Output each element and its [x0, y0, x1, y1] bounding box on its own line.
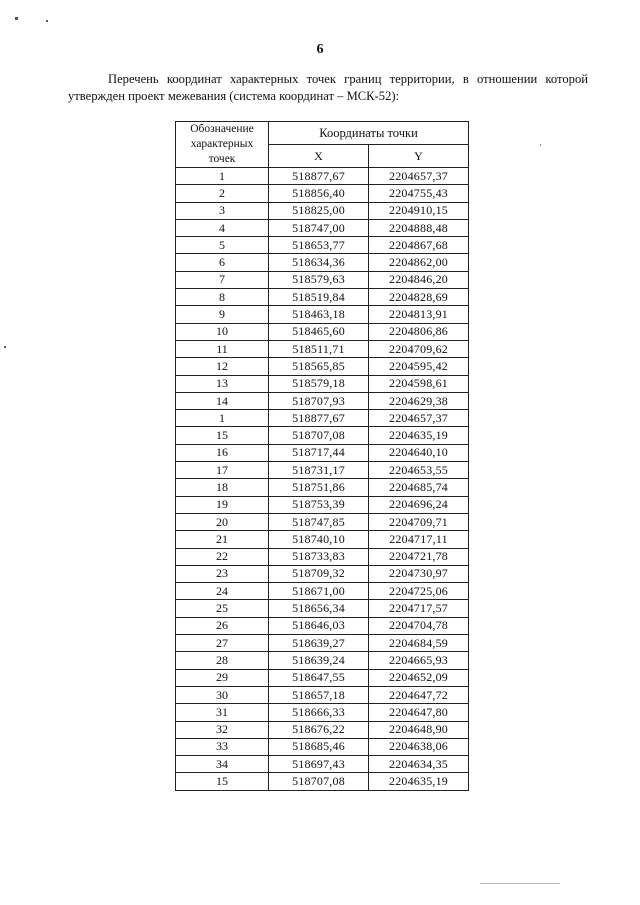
table-row [176, 686, 469, 703]
table-row [176, 254, 469, 271]
point-cell: 33 [176, 738, 269, 755]
y-cell: 2204634,35 [369, 756, 469, 773]
x-cell: 518825,00 [269, 202, 369, 219]
x-cell: 518676,22 [269, 721, 369, 738]
y-cell: 2204629,38 [369, 392, 469, 409]
y-cell: 2204647,80 [369, 704, 469, 721]
table-row [176, 306, 469, 323]
table-row [176, 340, 469, 357]
y-cell: 2204813,91 [369, 306, 469, 323]
page-number: 6 [316, 42, 324, 57]
y-cell: 2204595,42 [369, 358, 469, 375]
x-cell: 518634,36 [269, 254, 369, 271]
y-cell: 2204755,43 [369, 185, 469, 202]
y-cell: 2204717,11 [369, 531, 469, 548]
table-row [176, 410, 469, 427]
x-cell: 518511,71 [269, 340, 369, 357]
x-cell: 518465,60 [269, 323, 369, 340]
point-cell: 6 [176, 254, 269, 271]
table-row [176, 392, 469, 409]
x-cell: 518731,17 [269, 462, 369, 479]
y-cell: 2204730,97 [369, 565, 469, 582]
header-x: X [269, 145, 369, 168]
point-cell: 32 [176, 721, 269, 738]
point-cell: 24 [176, 583, 269, 600]
point-cell: 28 [176, 652, 269, 669]
x-cell: 518856,40 [269, 185, 369, 202]
x-cell: 518666,33 [269, 704, 369, 721]
table-row [176, 479, 469, 496]
point-cell: 30 [176, 686, 269, 703]
y-cell: 2204709,62 [369, 340, 469, 357]
point-cell: 10 [176, 323, 269, 340]
point-cell: 31 [176, 704, 269, 721]
x-cell: 518709,32 [269, 565, 369, 582]
point-cell: 23 [176, 565, 269, 582]
point-cell: 8 [176, 289, 269, 306]
point-cell: 2 [176, 185, 269, 202]
table-row [176, 323, 469, 340]
x-cell: 518697,43 [269, 756, 369, 773]
point-cell: 14 [176, 392, 269, 409]
scan-line [480, 883, 560, 884]
y-cell: 2204635,19 [369, 773, 469, 790]
x-cell: 518565,85 [269, 358, 369, 375]
point-cell: 34 [176, 756, 269, 773]
point-cell: 16 [176, 444, 269, 461]
y-cell: 2204806,86 [369, 323, 469, 340]
x-cell: 518707,08 [269, 427, 369, 444]
point-cell: 15 [176, 427, 269, 444]
y-cell: 2204647,72 [369, 686, 469, 703]
y-cell: 2204653,55 [369, 462, 469, 479]
x-cell: 518707,08 [269, 773, 369, 790]
y-cell: 2204721,78 [369, 548, 469, 565]
table-row [176, 202, 469, 219]
x-cell: 518877,67 [269, 410, 369, 427]
x-cell: 518639,27 [269, 635, 369, 652]
point-cell: 13 [176, 375, 269, 392]
x-cell: 518707,93 [269, 392, 369, 409]
y-cell: 2204696,24 [369, 496, 469, 513]
header-coordinates: Координаты точки [269, 122, 469, 145]
point-cell: 20 [176, 513, 269, 530]
x-cell: 518753,39 [269, 496, 369, 513]
table-row [176, 219, 469, 236]
header-y: Y [369, 145, 469, 168]
table-row [176, 565, 469, 582]
table-row [176, 738, 469, 755]
table-row [176, 756, 469, 773]
x-cell: 518671,00 [269, 583, 369, 600]
y-cell: 2204652,09 [369, 669, 469, 686]
scan-speck [540, 144, 541, 146]
point-cell: 9 [176, 306, 269, 323]
table-row [176, 583, 469, 600]
y-cell: 2204725,06 [369, 583, 469, 600]
scan-speck [46, 20, 48, 22]
y-cell: 2204657,37 [369, 410, 469, 427]
point-cell: 12 [176, 358, 269, 375]
point-cell: 26 [176, 617, 269, 634]
x-cell: 518747,85 [269, 513, 369, 530]
x-cell: 518579,63 [269, 271, 369, 288]
x-cell: 518653,77 [269, 237, 369, 254]
table-row [176, 669, 469, 686]
point-cell: 1 [176, 168, 269, 185]
y-cell: 2204846,20 [369, 271, 469, 288]
point-cell: 7 [176, 271, 269, 288]
table-row [176, 375, 469, 392]
point-cell: 19 [176, 496, 269, 513]
x-cell: 518656,34 [269, 600, 369, 617]
point-cell: 29 [176, 669, 269, 686]
point-cell: 15 [176, 773, 269, 790]
x-cell: 518751,86 [269, 479, 369, 496]
y-cell: 2204867,68 [369, 237, 469, 254]
table-row [176, 271, 469, 288]
table-row [176, 358, 469, 375]
coordinates-table [175, 121, 469, 791]
table-row [176, 427, 469, 444]
table-row [176, 444, 469, 461]
table-row [176, 496, 469, 513]
y-cell: 2204704,78 [369, 617, 469, 634]
x-cell: 518747,00 [269, 219, 369, 236]
table-row [176, 548, 469, 565]
point-cell: 5 [176, 237, 269, 254]
x-cell: 518646,03 [269, 617, 369, 634]
x-cell: 518647,55 [269, 669, 369, 686]
table-row [176, 652, 469, 669]
x-cell: 518877,67 [269, 168, 369, 185]
y-cell: 2204665,93 [369, 652, 469, 669]
table-body [176, 168, 469, 791]
x-cell: 518639,24 [269, 652, 369, 669]
table-row [176, 513, 469, 530]
y-cell: 2204638,06 [369, 738, 469, 755]
x-cell: 518519,84 [269, 289, 369, 306]
table-row [176, 289, 469, 306]
x-cell: 518463,18 [269, 306, 369, 323]
document-heading: Перечень координат характерных точек границ территории, в отношении которой утвержден проект межевания (система координат – МСК-52): [68, 72, 588, 103]
point-cell: 1 [176, 410, 269, 427]
x-cell: 518733,83 [269, 548, 369, 565]
table-row [176, 237, 469, 254]
scan-speck [15, 17, 18, 20]
y-cell: 2204910,15 [369, 202, 469, 219]
table-row [176, 617, 469, 634]
table-row [176, 600, 469, 617]
point-cell: 11 [176, 340, 269, 357]
table-row [176, 531, 469, 548]
y-cell: 2204709,71 [369, 513, 469, 530]
y-cell: 2204640,10 [369, 444, 469, 461]
y-cell: 2204648,90 [369, 721, 469, 738]
table-row [176, 704, 469, 721]
point-cell: 21 [176, 531, 269, 548]
x-cell: 518717,44 [269, 444, 369, 461]
table-row [176, 168, 469, 185]
point-cell: 17 [176, 462, 269, 479]
y-cell: 2204657,37 [369, 168, 469, 185]
y-cell: 2204828,69 [369, 289, 469, 306]
y-cell: 2204888,48 [369, 219, 469, 236]
point-cell: 3 [176, 202, 269, 219]
header-designation: Обозначение характерных точек [176, 122, 269, 168]
y-cell: 2204635,19 [369, 427, 469, 444]
point-cell: 27 [176, 635, 269, 652]
table-row [176, 462, 469, 479]
x-cell: 518579,18 [269, 375, 369, 392]
y-cell: 2204717,57 [369, 600, 469, 617]
y-cell: 2204684,59 [369, 635, 469, 652]
y-cell: 2204598,61 [369, 375, 469, 392]
point-cell: 18 [176, 479, 269, 496]
x-cell: 518657,18 [269, 686, 369, 703]
scan-speck [4, 346, 6, 348]
y-cell: 2204862,00 [369, 254, 469, 271]
table-row [176, 773, 469, 790]
point-cell: 22 [176, 548, 269, 565]
point-cell: 4 [176, 219, 269, 236]
y-cell: 2204685,74 [369, 479, 469, 496]
x-cell: 518740,10 [269, 531, 369, 548]
x-cell: 518685,46 [269, 738, 369, 755]
point-cell: 25 [176, 600, 269, 617]
table-row [176, 721, 469, 738]
table-row [176, 185, 469, 202]
table-row [176, 635, 469, 652]
